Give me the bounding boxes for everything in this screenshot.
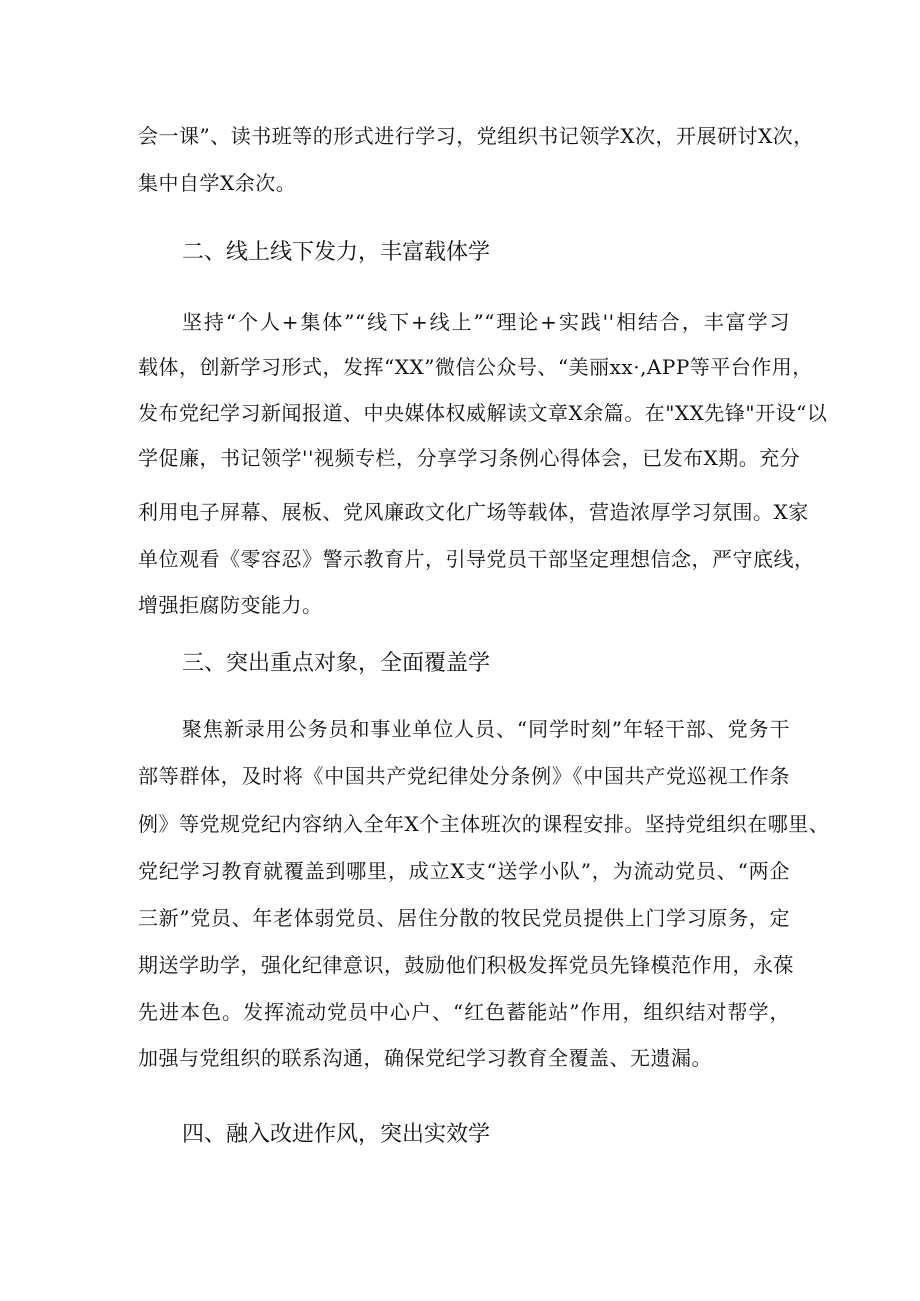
paragraph-line: 会一课”、读书班等的形式进行学习，党组织书记领学X次，开展研讨X次， [138, 124, 814, 148]
paragraph-line: 期送学助学，强化纪律意识，鼓励他们积极发挥党员先锋模范作用，永葆 [138, 953, 794, 977]
paragraph-line: 发布党纪学习新闻报道、中央媒体权威解读文章X余篇。在"XX先锋"开设“以 [138, 401, 828, 425]
paragraph-line: 聚焦新录用公务员和事业单位人员、“同学时刻”年轻干部、党务干 [182, 717, 790, 741]
paragraph-line: 党纪学习教育就覆盖到哪里，成立X支“送学小队”，为流动党员、“两企 [138, 859, 790, 883]
paragraph-line: 单位观看《零容忍》警示教育片，引导党员干部坚定理想信念，严守底线， [138, 547, 815, 571]
paragraph-line: 增强拒腐防变能力。 [138, 593, 323, 617]
paragraph-line: 三新”党员、年老体弱党员、居住分散的牧民党员提供上门学习原务，定 [138, 906, 790, 930]
paragraph-line: 坚持“个人+集体”“线下+线上”“理论+实践''相结合，丰富学习 [182, 310, 790, 334]
section-heading: 三、突出重点对象，全面覆盖学 [182, 651, 491, 676]
section-heading: 二、线上线下发力，丰富载体学 [182, 240, 491, 265]
paragraph-line: 加强与党组织的联系沟通，确保党纪学习教育全覆盖、无遗漏。 [138, 1046, 712, 1070]
paragraph-line: 例》等党规党纪内容纳入全年X个主体班次的课程安排。坚持党组织在哪里、 [138, 812, 830, 836]
paragraph-line: 利用电子屏幕、展板、党风廉政文化广场等载体，营造浓厚学习氛围。X家 [138, 500, 809, 524]
paragraph-line: 先进本色。发挥流动党员中心户、“红色蓄能站”作用，组织结对帮学， [138, 1000, 790, 1024]
section-heading: 四、融入改进作风，突出实效学 [182, 1122, 491, 1147]
paragraph-line: 学促廉，书记领学''视频专栏，分享学习条例心得体会，已发布X期。充分 [138, 446, 801, 470]
paragraph-line: 部等群体，及时将《中国共产党纪律处分条例》《中国共产党巡视工作条 [138, 764, 790, 788]
paragraph-line: 集中自学X余次。 [138, 171, 297, 195]
paragraph-line: 载体，创新学习形式，发挥“XX”微信公众号、“美丽xx·,APP等平台作用， [138, 355, 813, 379]
